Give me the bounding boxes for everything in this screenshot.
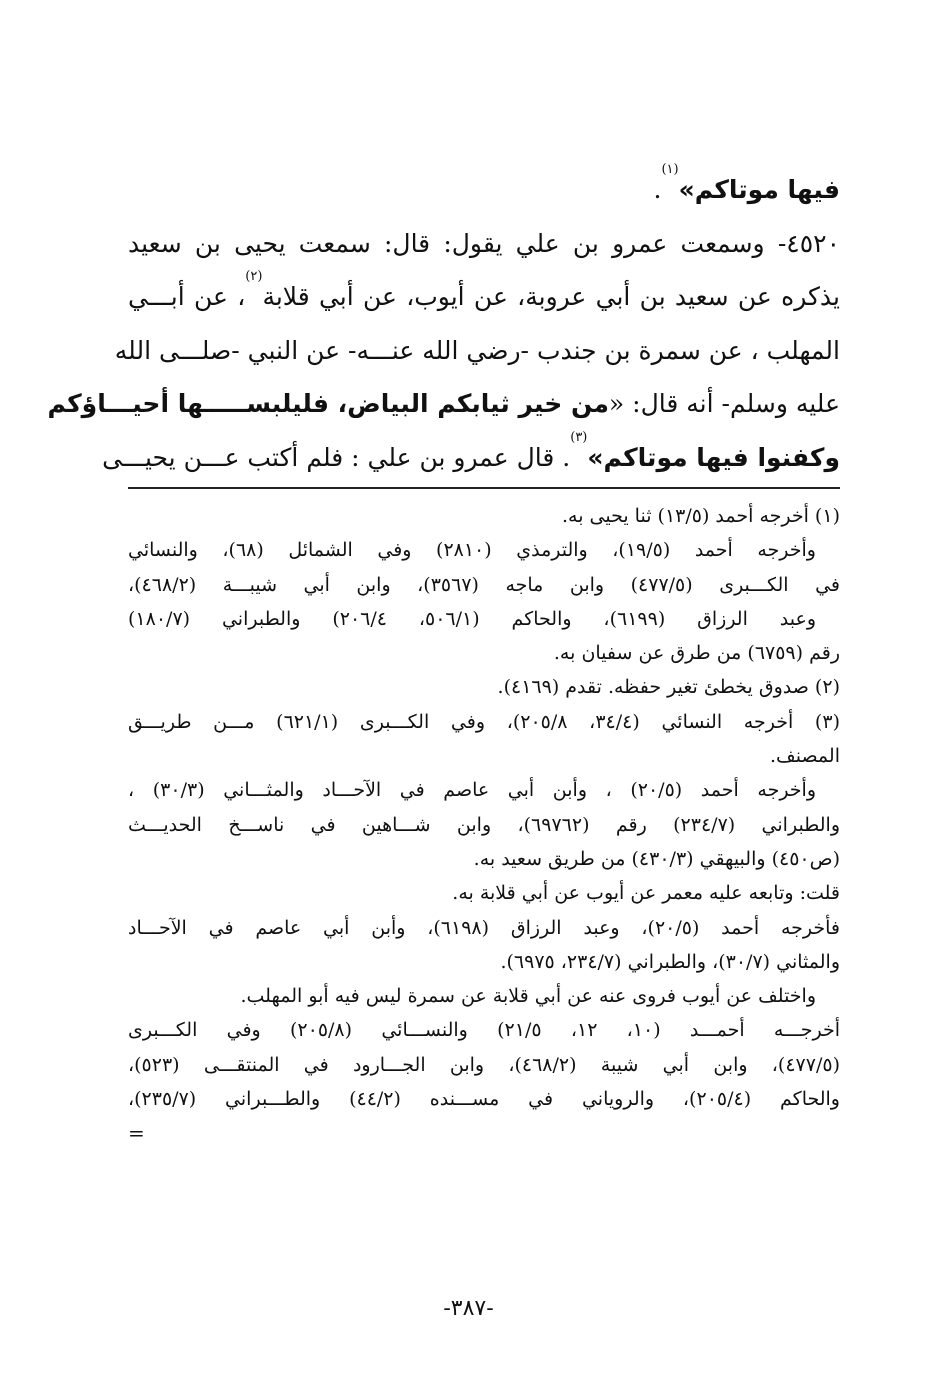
- footnotes: [128, 499, 840, 1151]
- footnote-line: واختلف عن أيوب فروى عنه عن أبي قلابة عن سمرة ليس فيه أبو المهلب.: [240, 985, 816, 1008]
- footnote-line: رقم (٦٧٥٩) من طرق عن سفيان به.: [553, 642, 840, 665]
- main-text: [47, 162, 840, 484]
- main-line-2: ٤٥٢٠- وسمعت عمرو بن علي يقول: قال: سمعت يحيى بن سعيد: [128, 228, 840, 258]
- page-number: -٣٨٧-: [443, 1296, 494, 1321]
- footnote-line: (١) أخرجه أحمد (١٣/٥) ثنا يحيى به.: [561, 505, 840, 527]
- main-line-3: [128, 270, 840, 324]
- footnote-line: (٤٧٧/٥)، وابن أبي شيبة (٤٦٨/٢)، وابن الجـــارود في المنتقـــى (٥٢٣)،: [128, 1053, 840, 1076]
- footnote-separator: [128, 487, 840, 489]
- main-line-5: [47, 377, 840, 431]
- footnote-line: (٢) صدوق يخطئ تغير حفظه. تقدم (٤١٦٩).: [497, 676, 840, 699]
- main-line-6-tail: . قال عمرو بن علي : فلم أكتب عـــن يحيـــى: [102, 442, 571, 472]
- footnote-line: وعبد الرزاق (٦١٩٩)، والحاكم (٥٠٦/١، ٢٠٦/٤) والطبراني (١٨٠/٧): [128, 607, 816, 630]
- footnote-line: قلت: وتابعه عليه معمر عن أيوب عن أبي قلابة به.: [452, 882, 840, 905]
- main-line-1: [128, 163, 840, 217]
- main-line-4: المهلب ، عن سمرة بن جندب -رضي الله عنـــه- عن النبي -صلـــى الله: [114, 335, 840, 365]
- main-line-3-tail: ، عن أبـــي: [128, 282, 246, 311]
- footnote-line: في الكـــبرى (٤٧٧/٥) وابن ماجه (٣٥٦٧)، وابن أبي شيبـــة (٤٦٨/٢)،: [128, 573, 840, 596]
- main-line-6: [102, 429, 840, 485]
- footnote-line: والحاكم (٢٠٥/٤)، والروياني في مســـنده (٤٤/٢) والطـــبراني (٢٣٥/٧)،: [128, 1088, 840, 1111]
- footnote-ref-2: (٢): [245, 269, 263, 284]
- footnote-line: فأخرجه أحمد (٢٠/٥)، وعبد الرزاق (٦١٩٨)، وأبن أبي عاصم في الآحـــاد: [128, 916, 840, 939]
- footnote-line: والطبراني (٢٣٤/٧) رقم (٦٩٧٦٢)، وابن شـــاهين في ناســـخ الحديـــث: [128, 813, 841, 836]
- hadith-text: من خير ثيابكم البياض، فليلبســـــها أحيـــاؤكم: [47, 389, 609, 418]
- main-line-3-text: يذكره عن سعيد بن أبي عروبة، عن أيوب، عن أبي قلابة: [262, 282, 840, 311]
- main-line-1-tail: .: [653, 175, 662, 204]
- footnote-line: (ص٤٥٠) والبيهقي (٤٣٠/٣) من طريق سعيد به.: [473, 847, 840, 870]
- footnote-ref-3: (٣): [570, 429, 588, 445]
- footnote-line: وأخرجه أحمد (١٩/٥)، والترمذي (٢٨١٠) وفي الشمائل (٦٨)، والنسائي: [128, 539, 816, 562]
- footnote-line: وأخرجه أحمد (٢٠/٥) ، وأبن أبي عاصم في الآحـــاد والمثـــاني (٣٠/٣) ،: [128, 779, 817, 802]
- footnote-line: والمثاني (٣٠/٧)، والطبراني (٢٣٤/٧، ٦٩٧٥).: [500, 950, 840, 973]
- footnote-line: أخرجـــه أحمـــد (١٠، ١٢، ٢١/٥) والنســـائي (٢٠٥/٨) وفي الكـــبرى: [128, 1019, 841, 1042]
- footnote-line: المصنف.: [770, 745, 840, 768]
- hadith-text: فيها موتاكم»: [678, 175, 840, 204]
- footnote-line: (٣) أخرجه النسائي (٣٤/٤، ٢٠٥/٨)، وفي الكـــبرى (٦٢١/١) مـــن طريـــق: [128, 710, 840, 733]
- continuation-mark: =: [128, 1121, 145, 1146]
- main-line-5-text: عليه وسلم- أنه قال: «: [608, 389, 840, 418]
- hadith-text: وكفنوا فيها موتاكم»: [587, 442, 840, 472]
- footnote-ref-1: (١): [661, 162, 679, 177]
